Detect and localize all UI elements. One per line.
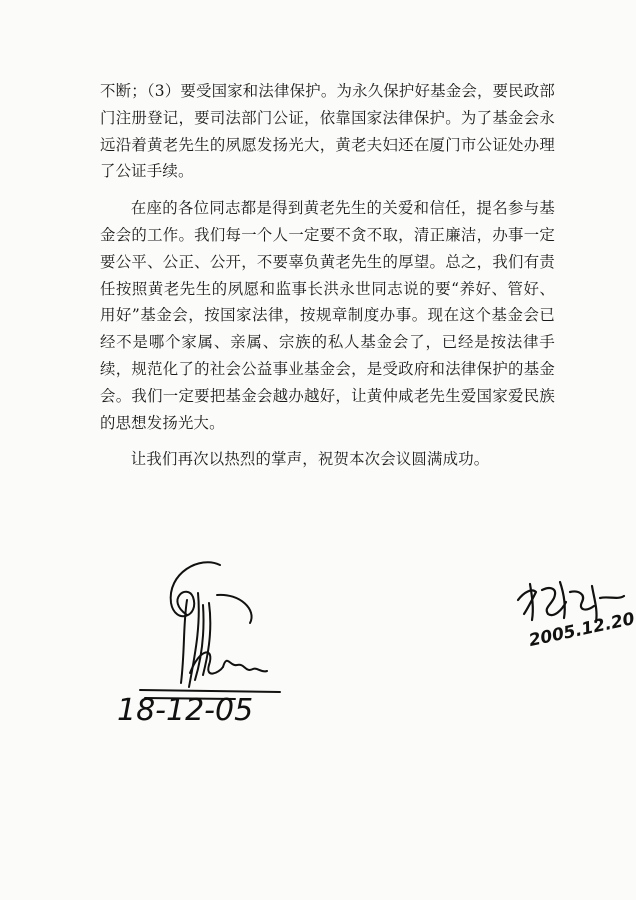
left-signature-date: 18-12-05 — [117, 693, 254, 728]
paragraph-2: 在座的各位同志都是得到黄老先生的关爱和信任，提名参与基金会的工作。我们每一个人一定要不贪不取，清正廉洁，办事一定要公平、公正、公开，不要辜负黄老先生的厚望。总之，我们有责任按照黄老先生的夙愿和监事长洪永世同志说的要“养好、管好、用好”基金会，按国家法律，按规章制度办事。现在这个基金会已经不是哪个家属、亲属、宗族的私人基金会了，已经是按法律手续，规范化了的社会公益事业基金会，是受政府和法律保护的基金会。我们一定要把基金会越办越好，让黄仲咸老先生爱国家爱民族的思想发扬光大。 — [100, 199, 555, 432]
paragraph-1: 不断；（3）要受国家和法律保护。为永久保护好基金会，要民政部门注册登记，要司法部门公证，依靠国家法律保护。为了基金会永远沿着黄老先生的夙愿发扬光大，黄老夫妇还在厦门市公证处办理了公证手续。 — [100, 82, 555, 181]
right-signature — [510, 570, 636, 670]
paragraph-3: 让我们再次以热烈的掌声，祝贺本次会议圆满成功。 — [130, 450, 490, 469]
right-signature-date: 2005.12.20 — [527, 609, 636, 651]
body-text — [100, 78, 555, 473]
left-signature — [105, 555, 305, 740]
